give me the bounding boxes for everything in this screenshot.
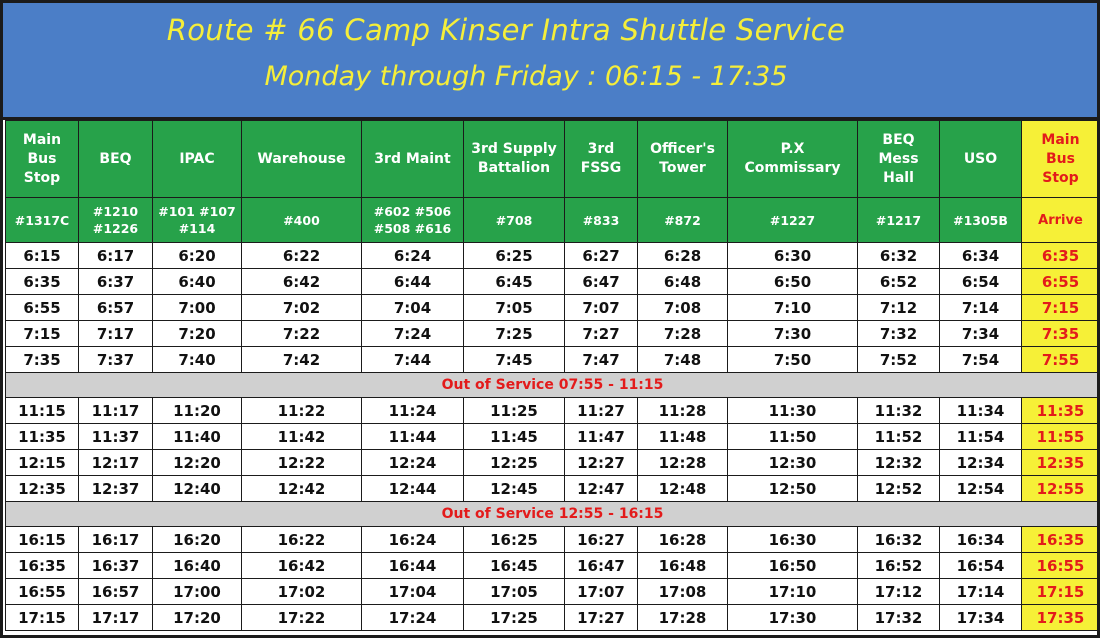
time-cell: 7:40 xyxy=(153,347,242,373)
schedule-row xyxy=(6,605,1100,631)
time-cell: 11:47 xyxy=(565,424,638,450)
time-cell: 6:44 xyxy=(362,269,464,295)
stop-name-header: IPAC xyxy=(153,121,242,198)
time-cell: 11:37 xyxy=(79,424,153,450)
time-cell: 6:45 xyxy=(464,269,565,295)
stop-name-header: USO xyxy=(940,121,1022,198)
time-cell: 17:32 xyxy=(858,605,940,631)
schedule-row xyxy=(6,295,1100,321)
time-cell: 17:05 xyxy=(464,579,565,605)
time-cell: 11:32 xyxy=(858,398,940,424)
time-cell: 12:25 xyxy=(464,450,565,476)
time-cell: 17:24 xyxy=(362,605,464,631)
time-cell: 17:00 xyxy=(153,579,242,605)
time-cell: 17:08 xyxy=(638,579,728,605)
time-cell: 12:35 xyxy=(6,476,79,502)
arrival-time-cell: 17:35 xyxy=(1022,605,1100,631)
time-cell: 11:22 xyxy=(242,398,362,424)
stop-name-header: BEQ xyxy=(79,121,153,198)
time-cell: 7:35 xyxy=(6,347,79,373)
time-cell: 16:57 xyxy=(79,579,153,605)
schedule-row xyxy=(6,269,1100,295)
schedule-body xyxy=(6,243,1100,631)
schedule-row xyxy=(6,553,1100,579)
time-cell: 6:47 xyxy=(565,269,638,295)
time-cell: 6:28 xyxy=(638,243,728,269)
stop-name-header: P.X Commissary xyxy=(728,121,858,198)
time-cell: 17:12 xyxy=(858,579,940,605)
time-cell: 17:17 xyxy=(79,605,153,631)
time-cell: 11:17 xyxy=(79,398,153,424)
time-cell: 6:57 xyxy=(79,295,153,321)
time-cell: 7:25 xyxy=(464,321,565,347)
time-cell: 17:02 xyxy=(242,579,362,605)
time-cell: 12:54 xyxy=(940,476,1022,502)
time-cell: 6:35 xyxy=(6,269,79,295)
time-cell: 7:00 xyxy=(153,295,242,321)
stop-name-header: 3rd Supply Battalion xyxy=(464,121,565,198)
stop-number-header: #1210 #1226 xyxy=(79,198,153,243)
arrival-time-cell: 7:35 xyxy=(1022,321,1100,347)
stop-name-header: Main Bus Stop xyxy=(1022,121,1100,198)
time-cell: 12:32 xyxy=(858,450,940,476)
time-cell: 17:10 xyxy=(728,579,858,605)
stop-name-header: 3rd Maint xyxy=(362,121,464,198)
stop-number-row xyxy=(6,198,1100,243)
time-cell: 7:37 xyxy=(79,347,153,373)
time-cell: 12:22 xyxy=(242,450,362,476)
time-cell: 11:42 xyxy=(242,424,362,450)
time-cell: 16:35 xyxy=(6,553,79,579)
time-cell: 16:17 xyxy=(79,527,153,553)
schedule-row xyxy=(6,476,1100,502)
time-cell: 6:27 xyxy=(565,243,638,269)
stop-number-header: #1317C xyxy=(6,198,79,243)
time-cell: 6:20 xyxy=(153,243,242,269)
time-cell: 7:48 xyxy=(638,347,728,373)
arrival-time-cell: 17:15 xyxy=(1022,579,1100,605)
time-cell: 7:22 xyxy=(242,321,362,347)
time-cell: 16:54 xyxy=(940,553,1022,579)
time-cell: 7:05 xyxy=(464,295,565,321)
time-cell: 16:34 xyxy=(940,527,1022,553)
out-of-service-row xyxy=(6,373,1100,398)
time-cell: 7:14 xyxy=(940,295,1022,321)
schedule-row xyxy=(6,398,1100,424)
time-cell: 16:50 xyxy=(728,553,858,579)
time-cell: 17:34 xyxy=(940,605,1022,631)
time-cell: 16:42 xyxy=(242,553,362,579)
schedule-table xyxy=(5,120,1100,631)
time-cell: 12:44 xyxy=(362,476,464,502)
time-cell: 17:28 xyxy=(638,605,728,631)
time-cell: 6:34 xyxy=(940,243,1022,269)
time-cell: 7:17 xyxy=(79,321,153,347)
out-of-service-row xyxy=(6,502,1100,527)
time-cell: 7:42 xyxy=(242,347,362,373)
schedule-row xyxy=(6,243,1100,269)
time-cell: 7:02 xyxy=(242,295,362,321)
time-cell: 6:30 xyxy=(728,243,858,269)
arrival-time-cell: 7:55 xyxy=(1022,347,1100,373)
time-cell: 7:54 xyxy=(940,347,1022,373)
time-cell: 16:48 xyxy=(638,553,728,579)
time-cell: 17:25 xyxy=(464,605,565,631)
time-cell: 7:52 xyxy=(858,347,940,373)
time-cell: 6:52 xyxy=(858,269,940,295)
time-cell: 11:15 xyxy=(6,398,79,424)
time-cell: 16:22 xyxy=(242,527,362,553)
stop-name-row xyxy=(6,121,1100,198)
time-cell: 7:10 xyxy=(728,295,858,321)
time-cell: 12:27 xyxy=(565,450,638,476)
time-cell: 11:52 xyxy=(858,424,940,450)
time-cell: 16:37 xyxy=(79,553,153,579)
time-cell: 16:24 xyxy=(362,527,464,553)
time-cell: 7:15 xyxy=(6,321,79,347)
time-cell: 7:32 xyxy=(858,321,940,347)
stop-name-header: Main Bus Stop xyxy=(6,121,79,198)
time-cell: 6:24 xyxy=(362,243,464,269)
time-cell: 16:40 xyxy=(153,553,242,579)
time-cell: 12:34 xyxy=(940,450,1022,476)
time-cell: 7:27 xyxy=(565,321,638,347)
time-cell: 12:17 xyxy=(79,450,153,476)
time-cell: 17:20 xyxy=(153,605,242,631)
arrival-time-cell: 11:35 xyxy=(1022,398,1100,424)
time-cell: 12:37 xyxy=(79,476,153,502)
time-cell: 6:40 xyxy=(153,269,242,295)
out-of-service-label: Out of Service 12:55 - 16:15 xyxy=(6,502,1100,527)
time-cell: 6:37 xyxy=(79,269,153,295)
stop-number-header: #1217 xyxy=(858,198,940,243)
time-cell: 6:22 xyxy=(242,243,362,269)
time-cell: 11:20 xyxy=(153,398,242,424)
schedule-row xyxy=(6,321,1100,347)
time-cell: 16:20 xyxy=(153,527,242,553)
time-cell: 7:45 xyxy=(464,347,565,373)
time-cell: 7:20 xyxy=(153,321,242,347)
time-cell: 11:24 xyxy=(362,398,464,424)
title-banner xyxy=(3,3,1097,120)
time-cell: 16:15 xyxy=(6,527,79,553)
time-cell: 6:55 xyxy=(6,295,79,321)
schedule-row xyxy=(6,450,1100,476)
time-cell: 6:32 xyxy=(858,243,940,269)
stop-number-header: Arrive xyxy=(1022,198,1100,243)
arrival-time-cell: 11:55 xyxy=(1022,424,1100,450)
arrival-time-cell: 16:55 xyxy=(1022,553,1100,579)
arrival-time-cell: 7:15 xyxy=(1022,295,1100,321)
time-cell: 12:48 xyxy=(638,476,728,502)
time-cell: 11:45 xyxy=(464,424,565,450)
page-title: Route # 66 Camp Kinser Intra Shuttle Service xyxy=(166,13,846,47)
out-of-service-label: Out of Service 07:55 - 11:15 xyxy=(6,373,1100,398)
time-cell: 11:48 xyxy=(638,424,728,450)
page-subtitle: Monday through Friday : 06:15 - 17:35 xyxy=(264,61,788,92)
time-cell: 7:24 xyxy=(362,321,464,347)
time-cell: 12:42 xyxy=(242,476,362,502)
stop-number-header: #1305B xyxy=(940,198,1022,243)
time-cell: 16:25 xyxy=(464,527,565,553)
time-cell: 17:14 xyxy=(940,579,1022,605)
time-cell: 12:40 xyxy=(153,476,242,502)
time-cell: 12:30 xyxy=(728,450,858,476)
time-cell: 11:30 xyxy=(728,398,858,424)
time-cell: 11:54 xyxy=(940,424,1022,450)
time-cell: 12:15 xyxy=(6,450,79,476)
time-cell: 17:15 xyxy=(6,605,79,631)
time-cell: 7:07 xyxy=(565,295,638,321)
time-cell: 11:44 xyxy=(362,424,464,450)
stop-number-header: #602 #506 #508 #616 xyxy=(362,198,464,243)
time-cell: 11:28 xyxy=(638,398,728,424)
time-cell: 6:50 xyxy=(728,269,858,295)
arrival-time-cell: 6:35 xyxy=(1022,243,1100,269)
stop-number-header: #400 xyxy=(242,198,362,243)
stop-name-header: Warehouse xyxy=(242,121,362,198)
time-cell: 17:30 xyxy=(728,605,858,631)
time-cell: 11:34 xyxy=(940,398,1022,424)
time-cell: 7:34 xyxy=(940,321,1022,347)
stop-name-header: BEQ Mess Hall xyxy=(858,121,940,198)
stop-number-header: #872 xyxy=(638,198,728,243)
time-cell: 7:08 xyxy=(638,295,728,321)
stop-number-header: #101 #107 #114 xyxy=(153,198,242,243)
stop-number-header: #708 xyxy=(464,198,565,243)
time-cell: 16:44 xyxy=(362,553,464,579)
time-cell: 7:50 xyxy=(728,347,858,373)
time-cell: 17:22 xyxy=(242,605,362,631)
time-cell: 12:24 xyxy=(362,450,464,476)
time-cell: 16:55 xyxy=(6,579,79,605)
time-cell: 11:27 xyxy=(565,398,638,424)
arrival-time-cell: 12:55 xyxy=(1022,476,1100,502)
time-cell: 6:15 xyxy=(6,243,79,269)
stop-name-header: Officer's Tower xyxy=(638,121,728,198)
time-cell: 12:50 xyxy=(728,476,858,502)
schedule-row xyxy=(6,347,1100,373)
time-cell: 17:27 xyxy=(565,605,638,631)
time-cell: 7:30 xyxy=(728,321,858,347)
arrival-time-cell: 16:35 xyxy=(1022,527,1100,553)
time-cell: 7:44 xyxy=(362,347,464,373)
stop-number-header: #833 xyxy=(565,198,638,243)
time-cell: 7:28 xyxy=(638,321,728,347)
time-cell: 17:07 xyxy=(565,579,638,605)
time-cell: 17:04 xyxy=(362,579,464,605)
schedule-row xyxy=(6,527,1100,553)
time-cell: 11:35 xyxy=(6,424,79,450)
time-cell: 6:48 xyxy=(638,269,728,295)
time-cell: 11:25 xyxy=(464,398,565,424)
time-cell: 6:17 xyxy=(79,243,153,269)
time-cell: 11:40 xyxy=(153,424,242,450)
stop-name-header: 3rd FSSG xyxy=(565,121,638,198)
schedule-row xyxy=(6,424,1100,450)
arrival-time-cell: 12:35 xyxy=(1022,450,1100,476)
time-cell: 6:42 xyxy=(242,269,362,295)
time-cell: 6:54 xyxy=(940,269,1022,295)
time-cell: 12:47 xyxy=(565,476,638,502)
time-cell: 16:28 xyxy=(638,527,728,553)
time-cell: 16:32 xyxy=(858,527,940,553)
time-cell: 16:27 xyxy=(565,527,638,553)
time-cell: 7:12 xyxy=(858,295,940,321)
time-cell: 11:50 xyxy=(728,424,858,450)
time-cell: 12:20 xyxy=(153,450,242,476)
time-cell: 12:45 xyxy=(464,476,565,502)
time-cell: 12:28 xyxy=(638,450,728,476)
time-cell: 16:52 xyxy=(858,553,940,579)
time-cell: 7:47 xyxy=(565,347,638,373)
time-cell: 12:52 xyxy=(858,476,940,502)
arrival-time-cell: 6:55 xyxy=(1022,269,1100,295)
time-cell: 16:47 xyxy=(565,553,638,579)
stop-number-header: #1227 xyxy=(728,198,858,243)
time-cell: 7:04 xyxy=(362,295,464,321)
time-cell: 16:30 xyxy=(728,527,858,553)
time-cell: 16:45 xyxy=(464,553,565,579)
time-cell: 6:25 xyxy=(464,243,565,269)
schedule-row xyxy=(6,579,1100,605)
